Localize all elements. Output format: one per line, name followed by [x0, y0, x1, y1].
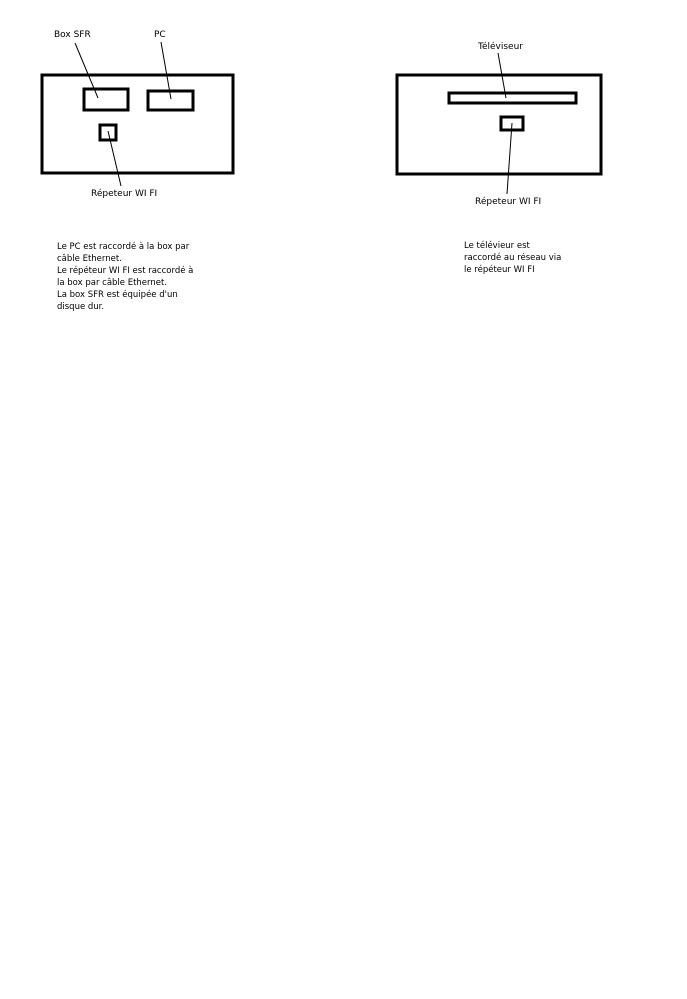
room-1-note: [57, 241, 193, 313]
room-2-note: [464, 240, 561, 276]
note-line: La box SFR est équipée d'un: [57, 290, 178, 300]
note-line: raccordé au réseau via: [464, 253, 562, 263]
box-sfr-label: Box SFR: [54, 30, 91, 40]
tv-label: Téléviseur: [478, 42, 523, 52]
pc-label: PC: [154, 30, 166, 40]
tv-shape: [449, 93, 576, 103]
note-line: la box par câble Ethernet.: [57, 278, 168, 288]
repeater-2-pointer: [507, 123, 512, 194]
room-2-outline: [397, 75, 601, 174]
repeater-2-label: Répeteur WI FI: [475, 197, 542, 207]
note-line: Le répéteur WI FI est raccordé à: [57, 266, 194, 276]
note-line: câble Ethernet.: [57, 254, 122, 264]
room-1-outline: [42, 75, 233, 173]
note-line: Le télévieur est: [464, 241, 530, 251]
repeater-1-label: Répeteur WI FI: [91, 189, 158, 199]
note-line: le répéteur WI FI: [464, 265, 535, 275]
note-line: Le PC est raccordé à la box par: [57, 242, 190, 252]
note-line: disque dur.: [57, 302, 105, 312]
box-sfr-shape: [84, 89, 128, 110]
